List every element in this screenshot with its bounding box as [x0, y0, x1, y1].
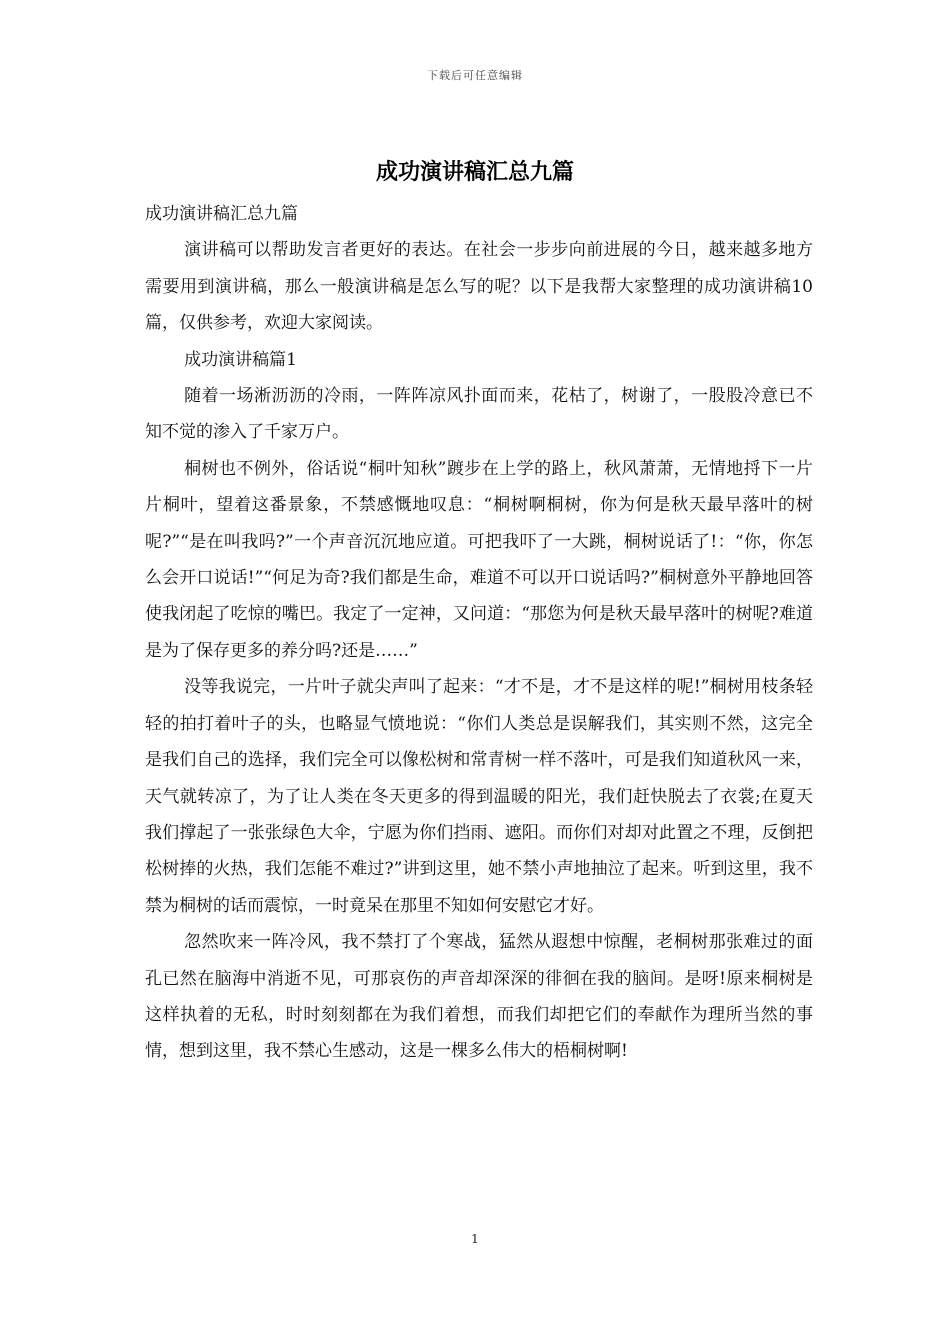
section-heading: 成功演讲稿篇1: [184, 349, 297, 370]
page-number: 1: [471, 1232, 479, 1246]
document-subtitle: 成功演讲稿汇总九篇: [145, 204, 298, 224]
paragraph: 忽然吹来一阵冷风，我不禁打了个寒战，猛然从遐想中惊醒，老桐树那张难过的面孔已然在脑海中消逝不见，可那哀伤的声音却深深的徘徊在我的脑间。是呀!原来桐树是这样执着的无私，时时刻刻都在为我们着想，而我们却把它们的奉献作为理所当然的事情，想到这里，我不禁心生感动，这是一棵多么伟大的梧桐树啊!: [145, 932, 813, 1062]
document-title: 成功演讲稿汇总九篇: [375, 159, 574, 185]
page-header: 下载后可任意编辑: [427, 69, 523, 82]
paragraph: 没等我说完，一片叶子就尖声叫了起来：“才不是，才不是这样的呢!”桐树用枝条轻轻的拍打着叶子的头，也略显气愤地说：“你们人类总是误解我们，其实则不然，这完全是我们自己的选择，我们完全可以像松树和常青树一样不落叶，可是我们知道秋风一来，天气就转凉了，为了让人类在冬天更多的得到温暖的阳光，我们赶快脱去了衣裳;在夏天我们撑起了一张张绿色大伞，宁愿为你们挡雨、遮阳。而你们对却对此置之不理，反倒把松树捧的火热，我们怎能不难过?”讲到这里，她不禁小声地抽泣了起来。听到这里，我不禁为桐树的话而震惊，一时竟呆在那里不知如何安慰它才好。: [145, 677, 813, 916]
paragraph-intro: 演讲稿可以帮助发言者更好的表达。在社会一步步向前进展的今日，越来越多地方需要用到演讲稿，那么一般演讲稿是怎么写的呢？以下是我帮大家整理的成功演讲稿10篇，仅供参考，欢迎大家阅读。: [145, 240, 813, 334]
document-body: [145, 196, 813, 1070]
paragraph: 随着一场淅沥沥的冷雨，一阵阵凉风扑面而来，花枯了，树谢了，一股股冷意已不知不觉的渗入了千家万户。: [145, 386, 813, 443]
paragraph: 桐树也不例外，俗话说“桐叶知秋”踱步在上学的路上，秋风萧萧，无情地捋下一片片桐叶，望着这番景象，不禁感慨地叹息：“桐树啊桐树，你为何是秋天最早落叶的树呢?”“是在叫我吗?”一个声音沉沉地应道。可把我吓了一大跳，桐树说话了!：“你，你怎么会开口说话!”“何足为奇?我们都是生命，难道不可以开口说话吗?”桐树意外平静地回答使我闭起了吃惊的嘴巴。我定了一定神，又问道：“那您为何是秋天最早落叶的树呢?难道是为了保存更多的养分吗?还是……”: [145, 458, 813, 661]
